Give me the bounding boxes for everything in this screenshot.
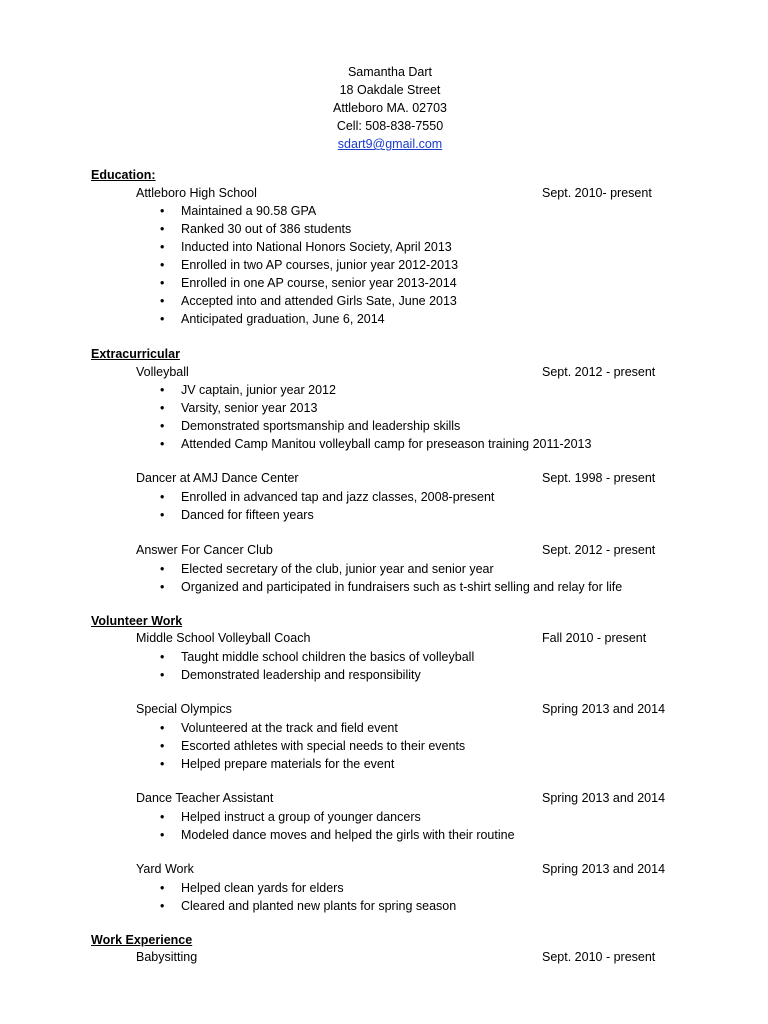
list-item: • Enrolled in one AP course, senior year 2013-2014 xyxy=(160,274,458,292)
volunteer-name: Special Olympics xyxy=(136,702,232,716)
list-item: • Maintained a 90.58 GPA xyxy=(160,202,458,220)
list-item: • Enrolled in two AP courses, junior year 2012-2013 xyxy=(160,256,458,274)
activity-bullets xyxy=(160,381,591,453)
list-item: • Ranked 30 out of 386 students xyxy=(160,220,458,238)
job-name: Babysitting xyxy=(136,950,198,964)
list-item: • Accepted into and attended Girls Sate, June 2013 xyxy=(160,292,458,310)
volunteer-date: Spring 2013 and 2014 xyxy=(542,791,666,805)
list-item: • Organized and participated in fundraisers such as t-shirt selling and relay for life xyxy=(160,578,622,596)
list-item: • Volunteered at the track and field event xyxy=(160,719,465,737)
list-item: • Demonstrated sportsmanship and leadership skills xyxy=(160,417,591,435)
job-date: Sept. 2010 - present xyxy=(542,950,656,964)
activity-bullets xyxy=(160,488,494,524)
volunteer-date: Spring 2013 and 2014 xyxy=(542,702,666,716)
list-item: • Danced for fifteen years xyxy=(160,506,494,524)
volunteer-name: Middle School Volleyball Coach xyxy=(136,631,311,645)
list-item: • Helped prepare materials for the event xyxy=(160,755,465,773)
education-bullets xyxy=(160,202,458,328)
applicant-name: Samantha Dart xyxy=(347,65,433,79)
volunteer-bullets xyxy=(160,879,456,915)
volunteer-bullets xyxy=(160,648,474,684)
activity-name: Dancer at AMJ Dance Center xyxy=(136,471,299,485)
list-item: • Helped instruct a group of younger dancers xyxy=(160,808,515,826)
volunteer-bullets xyxy=(160,719,465,773)
list-item: • Inducted into National Honors Society, April 2013 xyxy=(160,238,458,256)
volunteer-name: Dance Teacher Assistant xyxy=(136,791,274,805)
list-item: • Varsity, senior year 2013 xyxy=(160,399,591,417)
list-item: • Elected secretary of the club, junior year and senior year xyxy=(160,560,622,578)
list-item: • Helped clean yards for elders xyxy=(160,879,456,897)
volunteer-date: Fall 2010 - present xyxy=(542,631,647,645)
list-item: • Attended Camp Manitou volleyball camp for preseason training 2011-2013 xyxy=(160,435,591,453)
list-item: • JV captain, junior year 2012 xyxy=(160,381,591,399)
list-item: • Enrolled in advanced tap and jazz classes, 2008-present xyxy=(160,488,494,506)
activity-bullets xyxy=(160,560,622,596)
cell-phone: Cell: 508-838-7550 xyxy=(336,119,444,133)
city-state-zip: Attleboro MA. 02703 xyxy=(333,101,447,115)
volunteer-heading: Volunteer Work xyxy=(91,614,183,628)
activity-date: Sept. 2012 - present xyxy=(542,543,656,557)
work-heading: Work Experience xyxy=(91,933,193,947)
school-name: Attleboro High School xyxy=(136,186,257,200)
street-address: 18 Oakdale Street xyxy=(339,83,441,97)
list-item: • Modeled dance moves and helped the girls with their routine xyxy=(160,826,515,844)
volunteer-bullets xyxy=(160,808,515,844)
list-item: • Anticipated graduation, June 6, 2014 xyxy=(160,310,458,328)
list-item: • Cleared and planted new plants for spring season xyxy=(160,897,456,915)
email-link[interactable]: sdart9@gmail.com xyxy=(337,137,443,151)
list-item: • Demonstrated leadership and responsibility xyxy=(160,666,474,684)
school-date: Sept. 2010- present xyxy=(542,186,652,200)
activity-date: Sept. 2012 - present xyxy=(542,365,656,379)
extracurricular-heading: Extracurricular xyxy=(91,347,180,361)
volunteer-name: Yard Work xyxy=(136,862,194,876)
volunteer-date: Spring 2013 and 2014 xyxy=(542,862,666,876)
activity-name: Answer For Cancer Club xyxy=(136,543,273,557)
list-item: • Escorted athletes with special needs to their events xyxy=(160,737,465,755)
list-item: • Taught middle school children the basics of volleyball xyxy=(160,648,474,666)
activity-name: Volleyball xyxy=(136,365,189,379)
activity-date: Sept. 1998 - present xyxy=(542,471,656,485)
contact-header xyxy=(0,63,768,153)
education-heading: Education: xyxy=(91,168,156,182)
